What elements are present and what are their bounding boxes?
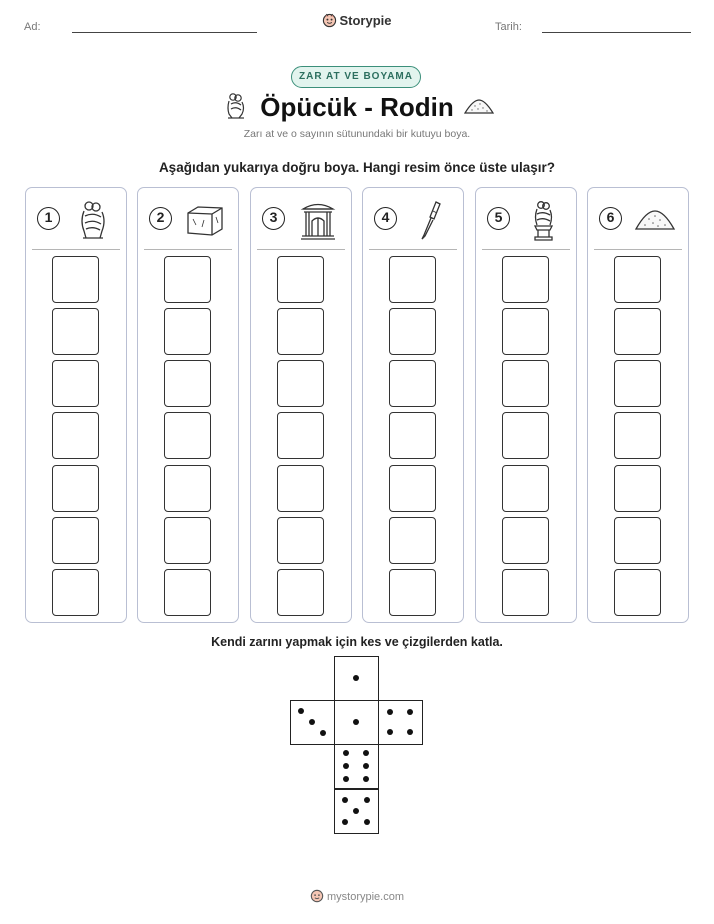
dice-pip <box>363 763 369 769</box>
coloring-box[interactable] <box>389 517 436 564</box>
column-divider <box>144 249 232 250</box>
dice-face-3 <box>290 700 335 745</box>
coloring-box[interactable] <box>389 256 436 303</box>
column-divider <box>482 249 570 250</box>
dice-pip <box>309 719 315 725</box>
chisel-icon <box>409 199 451 241</box>
dice-face-5 <box>334 789 379 834</box>
kissing-statue-icon <box>72 199 114 241</box>
dice-pip <box>343 763 349 769</box>
coloring-box[interactable] <box>614 569 661 616</box>
dice-pip <box>353 808 359 814</box>
coloring-box[interactable] <box>389 412 436 459</box>
column-divider <box>257 249 345 250</box>
marble-block-icon <box>184 199 226 241</box>
column-divider <box>32 249 120 250</box>
statue-on-pedestal-icon <box>522 199 564 241</box>
coloring-box[interactable] <box>164 569 211 616</box>
coloring-box[interactable] <box>389 465 436 512</box>
column-number: 3 <box>262 207 285 230</box>
footer-url: mystorypie.com <box>326 891 405 903</box>
coloring-box[interactable] <box>52 412 99 459</box>
coloring-box[interactable] <box>614 256 661 303</box>
dice-face-4 <box>378 700 423 745</box>
dice-face-1 <box>334 700 379 745</box>
coloring-box[interactable] <box>52 465 99 512</box>
dice-pip <box>363 750 369 756</box>
coloring-box[interactable] <box>277 517 324 564</box>
coloring-box[interactable] <box>502 360 549 407</box>
dice-pip <box>353 675 359 681</box>
coloring-box[interactable] <box>52 256 99 303</box>
footer <box>0 889 714 906</box>
dice-pip <box>364 819 370 825</box>
sand-pile-icon <box>463 96 495 118</box>
coloring-box[interactable] <box>52 308 99 355</box>
coloring-box[interactable] <box>614 308 661 355</box>
dice-pip <box>363 776 369 782</box>
activity-badge: ZAR AT VE BOYAMA <box>291 66 421 88</box>
coloring-box[interactable] <box>614 517 661 564</box>
column-number: 4 <box>374 207 397 230</box>
coloring-box[interactable] <box>502 256 549 303</box>
dice-pip <box>364 797 370 803</box>
dice-pip <box>342 819 348 825</box>
coloring-box[interactable] <box>52 517 99 564</box>
coloring-box[interactable] <box>614 465 661 512</box>
dice-pip <box>407 729 413 735</box>
dice-face-6 <box>334 744 379 789</box>
coloring-box[interactable] <box>277 569 324 616</box>
page-subtitle: Zarı at ve o sayının sütunundaki bir kutuyu boya. <box>243 128 471 140</box>
coloring-box[interactable] <box>164 465 211 512</box>
name-line[interactable] <box>72 32 257 33</box>
coloring-box[interactable] <box>164 412 211 459</box>
storypie-mascot-icon <box>322 13 337 31</box>
date-line[interactable] <box>542 32 691 33</box>
dice-pip <box>320 730 326 736</box>
coloring-box[interactable] <box>277 465 324 512</box>
column-divider <box>369 249 457 250</box>
date-label: Tarih: <box>495 21 522 33</box>
coloring-box[interactable] <box>614 412 661 459</box>
dice-pip <box>343 750 349 756</box>
coloring-box[interactable] <box>52 360 99 407</box>
column-number: 2 <box>149 207 172 230</box>
dice-pip <box>298 708 304 714</box>
coloring-box[interactable] <box>277 256 324 303</box>
coloring-box[interactable] <box>502 465 549 512</box>
brand-logo <box>0 13 714 31</box>
coloring-box[interactable] <box>614 360 661 407</box>
sand-pile-icon <box>634 199 676 241</box>
coloring-box[interactable] <box>52 569 99 616</box>
page-title: Öpücük - Rodin <box>260 92 454 122</box>
dice-instruction: Kendi zarını yapmak için kes ve çizgilerden katla. <box>211 635 503 649</box>
storypie-mascot-icon <box>310 889 324 906</box>
column-divider <box>594 249 682 250</box>
museum-door-icon <box>297 199 339 241</box>
dice-face-1 <box>334 656 379 701</box>
coloring-box[interactable] <box>502 517 549 564</box>
column-6 <box>587 187 689 623</box>
dice-pip <box>387 729 393 735</box>
column-5 <box>475 187 577 623</box>
coloring-box[interactable] <box>502 569 549 616</box>
dice-pip <box>342 797 348 803</box>
coloring-box[interactable] <box>277 308 324 355</box>
coloring-box[interactable] <box>389 308 436 355</box>
coloring-box[interactable] <box>389 569 436 616</box>
coloring-box[interactable] <box>164 517 211 564</box>
dice-pip <box>387 709 393 715</box>
instruction-text: Aşağıdan yukarıya doğru boya. Hangi resim önce üste ulaşır? <box>158 160 556 175</box>
brand-name: Storypie <box>339 13 392 28</box>
coloring-box[interactable] <box>389 360 436 407</box>
column-3 <box>250 187 352 623</box>
column-number: 6 <box>599 207 622 230</box>
column-number: 1 <box>37 207 60 230</box>
coloring-box[interactable] <box>502 308 549 355</box>
coloring-box[interactable] <box>164 256 211 303</box>
dice-pip <box>343 776 349 782</box>
dice-pip <box>407 709 413 715</box>
column-1 <box>25 187 127 623</box>
column-2 <box>137 187 239 623</box>
coloring-box[interactable] <box>164 308 211 355</box>
dice-pip <box>353 719 359 725</box>
coloring-box[interactable] <box>164 360 211 407</box>
name-label: Ad: <box>24 21 41 33</box>
column-4 <box>362 187 464 623</box>
coloring-box[interactable] <box>277 360 324 407</box>
column-number: 5 <box>487 207 510 230</box>
coloring-box[interactable] <box>502 412 549 459</box>
coloring-box[interactable] <box>277 412 324 459</box>
